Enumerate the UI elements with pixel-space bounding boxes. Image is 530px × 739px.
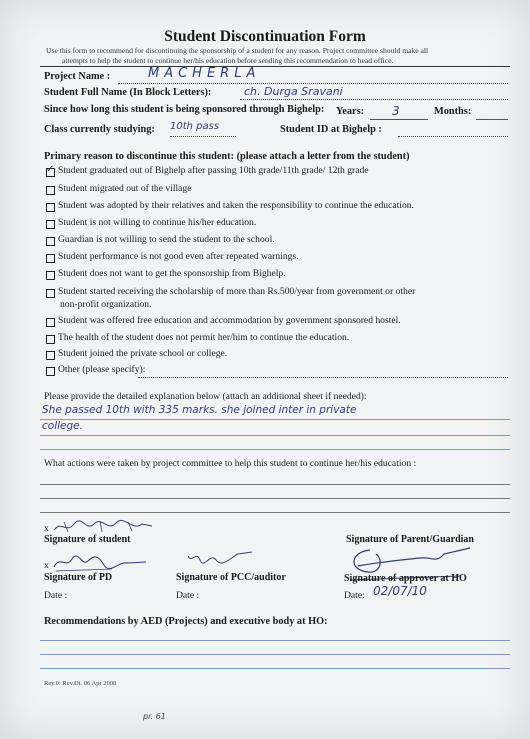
recommendations-label: Recommendations by AED (Projects) and executive body at HO: bbox=[44, 616, 328, 627]
student-name-line bbox=[240, 99, 508, 100]
reason-checkbox[interactable] bbox=[46, 254, 55, 263]
reason-checkbox[interactable] bbox=[46, 220, 55, 229]
other-specify-line bbox=[138, 377, 508, 378]
reason-label: Student is not willing to continue his/her education. bbox=[58, 217, 257, 228]
reason-checkbox[interactable] bbox=[46, 203, 55, 212]
explanation-label: Please provide the detailed explanation below (attach an additional sheet if needed): bbox=[44, 391, 367, 402]
months-line bbox=[476, 119, 508, 120]
recommendations-rule-3 bbox=[40, 668, 510, 669]
actions-rule-1 bbox=[40, 484, 510, 485]
project-name-line bbox=[118, 83, 508, 84]
months-label: Months: bbox=[434, 106, 472, 117]
reason-label: Student started receiving the scholarship of more than Rs.500/year from government or other bbox=[58, 286, 416, 297]
intro-line-2: attempts to help the student to continue her/his education before sending this recommendation to head office. bbox=[62, 56, 394, 65]
reason-checkbox[interactable] bbox=[46, 335, 55, 344]
recommendations-rule-2 bbox=[40, 654, 510, 655]
explanation-line-1[interactable]: She passed 10th with 335 marks. she joined inter in private bbox=[42, 404, 357, 416]
years-line bbox=[370, 119, 428, 120]
ho-date-value[interactable]: 02/07/10 bbox=[373, 584, 427, 598]
student-signature-label: Signature of student bbox=[44, 534, 131, 545]
pd-date-label: Date : bbox=[44, 590, 68, 601]
intro-line-1: Use this form to recommend for discontinuing the sponsorship of a student for any reason. Project committee should make all bbox=[46, 46, 429, 55]
years-label: Years: bbox=[336, 106, 365, 117]
actions-rule-3 bbox=[40, 512, 510, 513]
reason-label: Student was adopted by their relatives and taken the responsibility to continue the education. bbox=[58, 200, 414, 211]
reason-label: Other (please specify): bbox=[58, 364, 146, 375]
reason-checkbox[interactable] bbox=[46, 237, 55, 246]
revision-note: Rev.0: Rev.Dt. 06 Apr 2008 bbox=[44, 680, 117, 687]
reason-label-continued: non-profit organization. bbox=[60, 299, 152, 310]
reason-label: Student joined the private school or college. bbox=[58, 348, 228, 359]
pcc-date-label: Date : bbox=[176, 590, 200, 601]
page-note: pr. 61 bbox=[143, 712, 166, 721]
reason-label: Student was offered free education and accommodation by government sponsored hostel. bbox=[58, 315, 401, 326]
student-id-line bbox=[398, 136, 508, 137]
reason-checkbox[interactable] bbox=[46, 168, 55, 177]
explanation-rule-3 bbox=[40, 449, 510, 450]
explanation-line-2[interactable]: college. bbox=[42, 420, 83, 432]
student-x-mark: x bbox=[44, 523, 49, 534]
reason-checkbox[interactable] bbox=[46, 318, 55, 327]
reason-label: Student graduated out of Bighelp after passing 10th grade/11th grade/ 12th grade bbox=[58, 165, 369, 176]
reason-checkbox[interactable] bbox=[46, 289, 55, 298]
reason-label: Student does not want to get the sponsorship from Bighelp. bbox=[58, 268, 286, 279]
approver-signature-label: Signature of approver at HO bbox=[344, 573, 467, 584]
parent-signature-label: Signature of Parent/Guardian bbox=[346, 534, 474, 545]
ho-date-label: Date: bbox=[344, 590, 365, 601]
student-name-value[interactable]: ch. Durga Sravani bbox=[244, 85, 343, 98]
reason-checkbox[interactable] bbox=[46, 367, 55, 376]
reason-label: Student performance is not good even after repeated warnings. bbox=[58, 251, 299, 262]
project-name-label: Project Name : bbox=[44, 71, 111, 82]
pd-signature-label: Signature of PD bbox=[44, 572, 113, 583]
reason-label: The health of the student does not permit her/him to continue the education. bbox=[58, 332, 350, 343]
reason-checkbox[interactable] bbox=[46, 351, 55, 360]
reason-checkbox[interactable] bbox=[46, 186, 55, 195]
project-name-value[interactable]: MACHERLA bbox=[148, 66, 261, 81]
reason-checkbox[interactable] bbox=[46, 271, 55, 280]
pd-signature bbox=[52, 551, 152, 573]
actions-label: What actions were taken by project committee to help this student to continue her/his education : bbox=[44, 458, 417, 469]
pd-x-mark: x bbox=[44, 560, 49, 571]
reasons-heading: Primary reason to discontinue this student: (please attach a letter from the student) bbox=[44, 151, 410, 162]
explanation-rule-2 bbox=[40, 435, 510, 436]
explanation-rule-1 bbox=[40, 419, 510, 420]
actions-rule-2 bbox=[40, 498, 510, 499]
divider bbox=[40, 66, 510, 67]
student-name-label: Student Full Name (In Block Letters): bbox=[44, 87, 212, 98]
class-line bbox=[170, 136, 236, 137]
class-value[interactable]: 10th pass bbox=[170, 121, 220, 132]
class-label: Class currently studying: bbox=[44, 124, 155, 135]
since-label: Since how long this student is being sponsored through Bighelp: bbox=[44, 104, 325, 115]
reason-label: Student migrated out of the village bbox=[58, 183, 192, 194]
pcc-signature bbox=[186, 548, 256, 566]
recommendations-rule-1 bbox=[40, 640, 510, 641]
pcc-signature-label: Signature of PCC/auditor bbox=[176, 572, 286, 583]
student-id-label: Student ID at Bighelp : bbox=[280, 124, 382, 135]
years-value[interactable]: 3 bbox=[392, 104, 400, 118]
form-title: Student Discontinuation Form bbox=[164, 28, 366, 45]
reason-label: Guardian is not willing to send the student to the school. bbox=[58, 234, 275, 245]
